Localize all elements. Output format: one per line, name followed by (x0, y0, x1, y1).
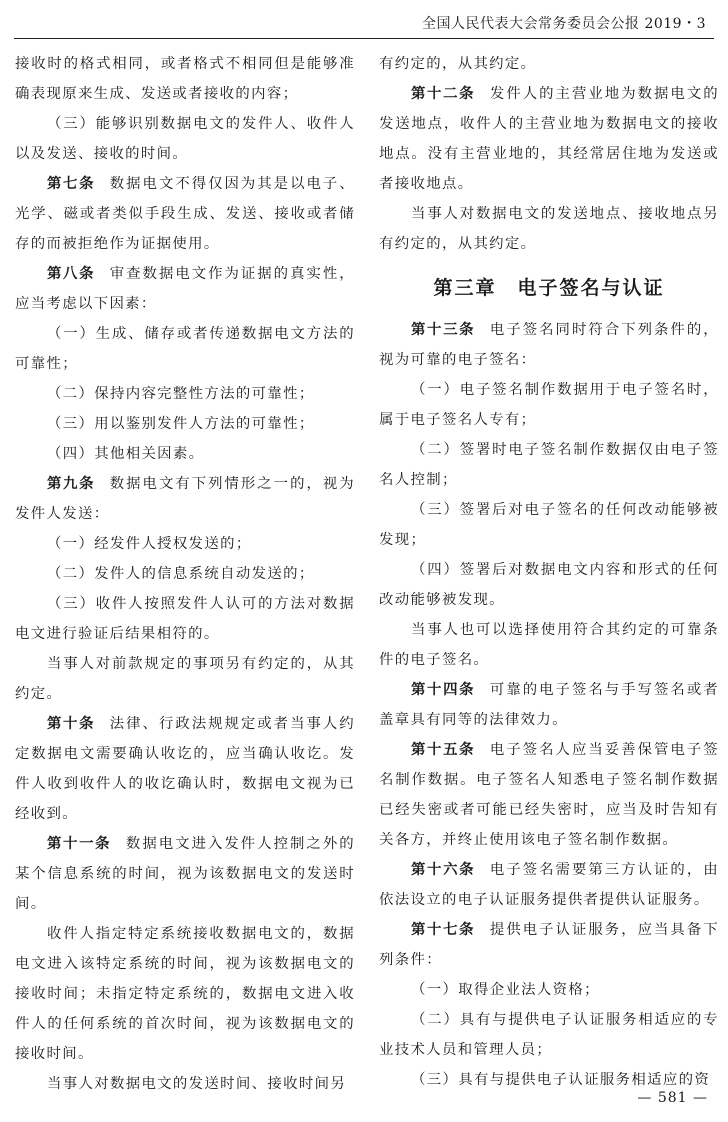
article-number: 第九条 (47, 476, 96, 492)
paragraph (15, 49, 355, 109)
paragraph-text: 当事人也可以选择使用符合其约定的可靠条件的电子签名。 (379, 622, 719, 668)
paragraph-text: 电子签名同时符合下列条件的，视为可靠的电子签名： (379, 322, 719, 368)
paragraph-text: （三）收件人按照发件人认可的方法对数据电文进行验证后结果相符的。 (15, 596, 355, 642)
paragraph (15, 319, 355, 379)
paragraph-text: 收件人指定特定系统接收数据电文的，数据电文进入该特定系统的时间，视为该数据电文的接收时间；未指定特定系统的，数据电文进入收件人的任何系统的首次时间，视为该数据电文的接收时间。 (15, 926, 355, 1062)
paragraph (15, 589, 355, 649)
article-paragraph (15, 829, 355, 919)
article-number: 第七条 (47, 176, 96, 192)
paragraph (15, 529, 355, 559)
paragraph (379, 615, 719, 675)
paragraph-text: 数据电文进入发件人控制之外的某个信息系统的时间，视为该数据电文的发送时间。 (15, 836, 355, 912)
article-number: 第八条 (47, 266, 96, 282)
article-number: 第十一条 (47, 836, 112, 852)
article-paragraph (379, 915, 719, 975)
paragraph (15, 559, 355, 589)
article-paragraph (15, 259, 355, 319)
paragraph-text: 当事人对前款规定的事项另有约定的，从其约定。 (15, 656, 355, 702)
article-number: 第十条 (47, 716, 96, 732)
paragraph (379, 495, 719, 555)
paragraph-text: 当事人对数据电文的发送地点、接收地点另有约定的，从其约定。 (379, 206, 719, 252)
paragraph (15, 409, 355, 439)
paragraph (15, 379, 355, 409)
paragraph (379, 375, 719, 435)
paragraph-text: （四）其他相关因素。 (47, 446, 205, 462)
paragraph-text: （二）发件人的信息系统自动发送的； (47, 566, 315, 582)
paragraph-text: （一）生成、储存或者传递数据电文方法的可靠性； (15, 326, 355, 372)
article-number: 第十二条 (411, 86, 476, 102)
paragraph-text: 电子签名人应当妥善保管电子签名制作数据。电子签名人知悉电子签名制作数据已经失密或者可能已经失密时，应当及时告知有关各方，并终止使用该电子签名制作数据。 (379, 742, 719, 848)
page-header (14, 0, 714, 39)
paragraph-text: 接收时的格式相同，或者格式不相同但是能够准确表现原来生成、发送或者接收的内容； (15, 56, 355, 102)
paragraph-text: （二）具有与提供电子认证服务相适应的专业技术人员和管理人员； (379, 1012, 719, 1058)
paragraph-text: （二）保持内容完整性方法的可靠性； (47, 386, 315, 402)
paragraph-text: （一）电子签名制作数据用于电子签名时，属于电子签名人专有； (379, 382, 719, 428)
paragraph-text: （三）能够识别数据电文的发件人、收件人以及发送、接收的时间。 (15, 116, 355, 162)
article-paragraph (379, 79, 719, 199)
paragraph-text: 审查数据电文作为证据的真实性，应当考虑以下因素： (15, 266, 355, 312)
paragraph (15, 1069, 355, 1099)
paragraph-text: 数据电文有下列情形之一的，视为发件人发送： (15, 476, 355, 522)
paragraph-text: 有约定的，从其约定。 (379, 56, 537, 72)
article-paragraph (15, 709, 355, 829)
article-number: 第十五条 (411, 742, 476, 758)
paragraph-text: （三）签署后对电子签名的任何改动能够被发现； (379, 502, 719, 548)
paragraph-text: （二）签署时电子签名制作数据仅由电子签名人控制； (379, 442, 719, 488)
paragraph-text: （一）取得企业法人资格； (411, 982, 600, 998)
paragraph (15, 109, 355, 169)
paragraph (15, 919, 355, 1069)
paragraph-text: （三）用以鉴别发件人方法的可靠性； (47, 416, 315, 432)
article-paragraph (379, 735, 719, 855)
article-paragraph (379, 855, 719, 915)
paragraph (15, 649, 355, 709)
paragraph-text: 提供电子认证服务，应当具备下列条件： (379, 922, 719, 968)
paragraph (379, 49, 719, 79)
paragraph-text: 法律、行政法规规定或者当事人约定数据电文需要确认收讫的，应当确认收讫。发件人收到收件人的收讫确认时，数据电文视为已经收到。 (15, 716, 355, 822)
paragraph (379, 975, 719, 1005)
paragraph-text: 可靠的电子签名与手写签名或者盖章具有同等的法律效力。 (379, 682, 719, 728)
paragraph (379, 555, 719, 615)
paragraph (379, 435, 719, 495)
paragraph-text: 电子签名需要第三方认证的，由依法设立的电子认证服务提供者提供认证服务。 (379, 862, 719, 908)
article-number: 第十三条 (411, 322, 476, 338)
article-paragraph (379, 675, 719, 735)
article-paragraph (379, 315, 719, 375)
paragraph-text: 发件人的主营业地为数据电文的发送地点，收件人的主营业地为数据电文的接收地点。没有主营业地的，其经常居住地为发送或者接收地点。 (379, 86, 719, 192)
right-column (379, 49, 719, 1095)
paragraph (379, 199, 719, 259)
article-number: 第十七条 (411, 922, 476, 938)
chapter-heading: 第三章 电子签名与认证 (433, 277, 665, 299)
paragraph-text: 当事人对数据电文的发送时间、接收时间另 (47, 1076, 347, 1092)
article-number: 第十四条 (411, 682, 476, 698)
page-number: — 581 — (637, 1090, 708, 1106)
paragraph-text: （一）经发件人授权发送的； (47, 536, 252, 552)
article-paragraph (15, 469, 355, 529)
paragraph (15, 439, 355, 469)
right-column-bottom (379, 315, 719, 1095)
article-number: 第十六条 (411, 862, 476, 878)
paragraph (379, 1005, 719, 1065)
paragraph-text: 数据电文不得仅因为其是以电子、光学、磁或者类似手段生成、发送、接收或者储存的而被拒绝作为证据使用。 (15, 176, 355, 252)
article-paragraph (15, 169, 355, 259)
journal-title: 全国人民代表大会常务委员会公报 2019・3 (422, 16, 706, 32)
paragraph-text: （三）具有与提供电子认证服务相适应的资 (411, 1072, 711, 1088)
right-column-top (379, 49, 719, 259)
left-column (15, 49, 355, 1099)
paragraph-text: （四）签署后对数据电文内容和形式的任何改动能够被发现。 (379, 562, 719, 608)
